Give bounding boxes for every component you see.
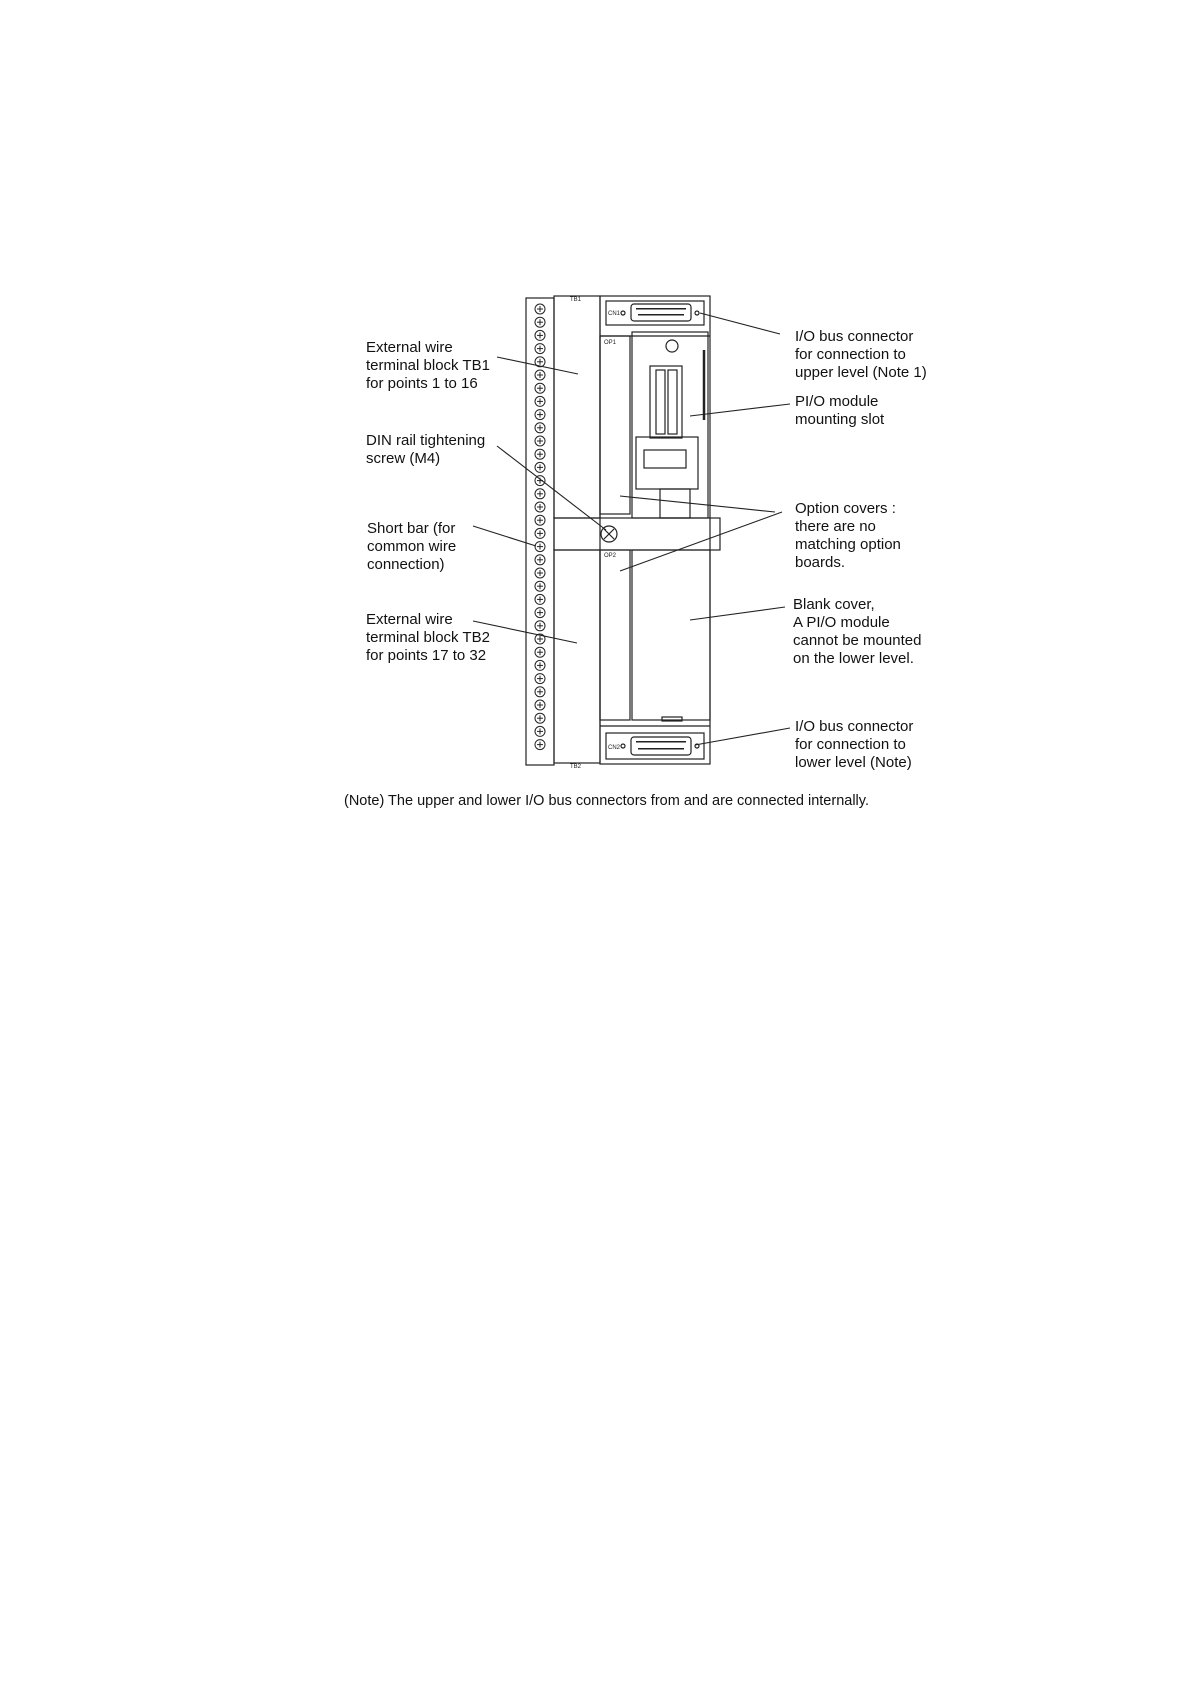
callout-din-line1: DIN rail tightening — [366, 432, 486, 449]
cn2-connector — [631, 737, 691, 755]
callout-io-upper-line2: for connection to — [795, 346, 906, 363]
leader-option-lower — [620, 512, 782, 571]
cn1-label: CN1 — [608, 311, 621, 317]
callout-tb2-line3: for points 17 to 32 — [366, 647, 487, 664]
short-bar-region — [554, 518, 720, 550]
cn2-label: CN2 — [608, 745, 621, 751]
terminal-screws — [535, 304, 545, 750]
callout-tb1-line1: External wire — [366, 339, 453, 356]
callout-pio-line1: PI/O module — [795, 393, 879, 410]
callout-io-upper-line3: upper level (Note 1) — [795, 364, 927, 381]
callout-option-line1: Option covers : — [795, 500, 896, 517]
leader-io-upper — [700, 313, 780, 334]
cn1-connector — [631, 304, 691, 321]
tb2-block — [554, 550, 600, 763]
pio-slot-panel — [632, 332, 708, 518]
callout-din-screw — [366, 432, 485, 468]
callout-short-bar-line2: common wire — [367, 538, 457, 555]
callout-pio-line2: mounting slot — [795, 411, 885, 428]
leader-option-upper — [620, 496, 775, 512]
blank-cover — [632, 550, 710, 720]
connector-pins — [636, 308, 686, 750]
figure-note: (Note) The upper and lower I/O bus connectors from and are connected internally. — [344, 793, 869, 809]
leader-tb1 — [497, 357, 578, 374]
callout-option-line2: there are no — [795, 518, 876, 535]
callout-io-upper — [795, 328, 927, 382]
callout-blank-line1: Blank cover, — [793, 596, 875, 613]
leader-din — [497, 446, 606, 530]
option-cover-lower — [600, 550, 630, 720]
callout-io-lower-line3: lower level (Note) — [795, 754, 912, 771]
leader-io-lower — [695, 728, 790, 745]
callout-tb1 — [366, 339, 490, 393]
callout-option-line4: boards. — [795, 554, 846, 571]
callout-blank-line4: on the lower level. — [793, 650, 914, 667]
callout-pio-slot — [795, 393, 884, 429]
indicator-circle — [666, 340, 678, 352]
callout-option-covers — [795, 500, 901, 572]
option-cover-upper — [600, 336, 630, 514]
leader-blank-cover — [690, 607, 785, 620]
callout-short-bar-line3: connection) — [367, 556, 445, 573]
callout-tb2-line1: External wire — [366, 611, 453, 628]
callout-option-line3: matching option — [795, 536, 901, 553]
callout-blank-cover — [793, 596, 921, 668]
callout-short-bar — [367, 520, 456, 574]
tb2-label: TB2 — [570, 764, 582, 770]
callout-blank-line3: cannot be mounted — [793, 632, 922, 649]
callout-io-lower — [795, 718, 913, 772]
callout-tb2 — [366, 611, 490, 665]
callout-io-lower-line2: for connection to — [795, 736, 906, 753]
callout-tb2-line2: terminal block TB2 — [366, 629, 490, 646]
op2-label: OP2 — [604, 553, 617, 559]
callout-short-bar-line1: Short bar (for — [367, 520, 456, 537]
callout-tb1-line2: terminal block TB1 — [366, 357, 490, 374]
callout-blank-line2: A PI/O module — [793, 614, 890, 631]
callout-io-lower-line1: I/O bus connector — [795, 718, 914, 735]
tb1-block — [554, 296, 600, 518]
callout-io-upper-line1: I/O bus connector — [795, 328, 914, 345]
callout-din-line2: screw (M4) — [366, 450, 441, 467]
pio-latch — [636, 437, 698, 489]
op1-label: OP1 — [604, 340, 617, 346]
tb1-label: TB1 — [570, 297, 582, 303]
callout-tb1-line3: for points 1 to 16 — [366, 375, 478, 392]
